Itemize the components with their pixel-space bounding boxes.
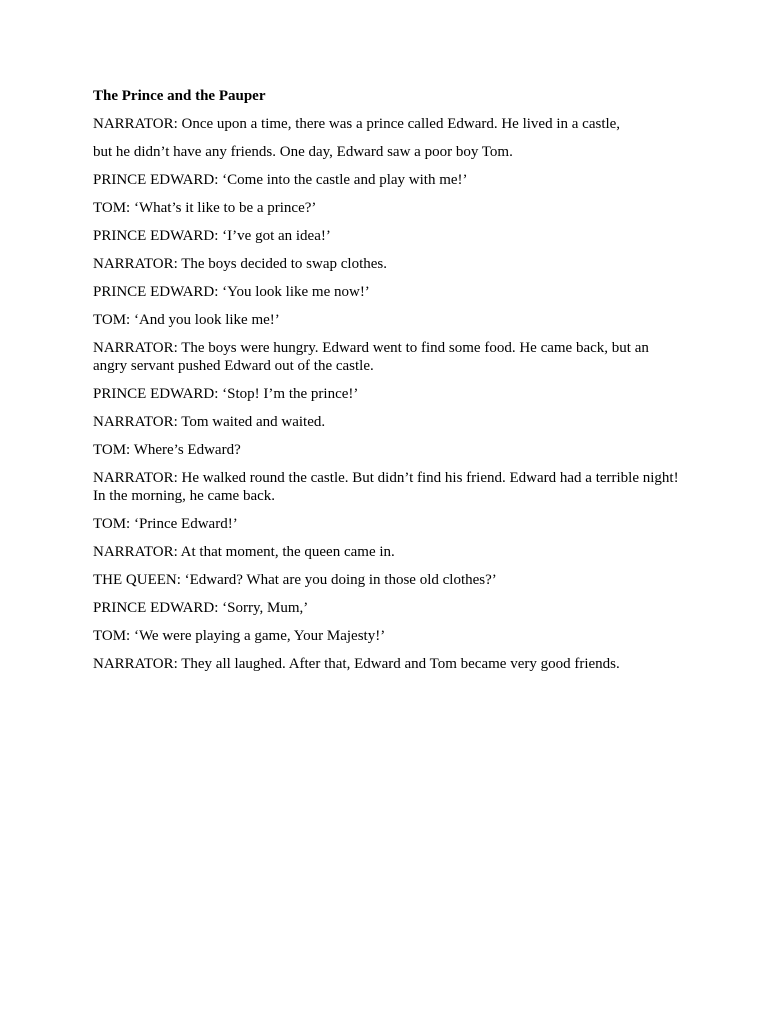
paragraph: PRINCE EDWARD: ‘I’ve got an idea!’ [93, 228, 331, 244]
paragraph: NARRATOR: Tom waited and waited. [93, 414, 326, 430]
paragraph: but he didn’t have any friends. One day, Edward saw a poor boy Tom. [93, 144, 513, 160]
paragraph: NARRATOR: At that moment, the queen came in. [93, 544, 395, 560]
paragraph: TOM: ‘And you look like me!’ [93, 312, 280, 328]
paragraph: THE QUEEN: ‘Edward? What are you doing in those old clothes?’ [93, 572, 497, 588]
paragraph: TOM: ‘What’s it like to be a prince?’ [93, 200, 317, 216]
document-title: The Prince and the Pauper [93, 88, 266, 104]
paragraph: PRINCE EDWARD: ‘You look like me now!’ [93, 284, 370, 300]
document-body [93, 87, 683, 683]
paragraph: PRINCE EDWARD: ‘Stop! I’m the prince!’ [93, 386, 359, 402]
paragraph: PRINCE EDWARD: ‘Come into the castle and play with me!’ [93, 172, 468, 188]
paragraph: PRINCE EDWARD: ‘Sorry, Mum,’ [93, 600, 309, 616]
paragraph: NARRATOR: They all laughed. After that, Edward and Tom became very good friends. [93, 656, 620, 672]
paragraph: NARRATOR: The boys decided to swap clothes. [93, 256, 388, 272]
paragraph: NARRATOR: Once upon a time, there was a prince called Edward. He lived in a castle, [93, 116, 621, 132]
paragraph: NARRATOR: He walked round the castle. But didn’t find his friend. Edward had a terrible night! In the morning, he came back. [93, 470, 679, 504]
paragraph: NARRATOR: The boys were hungry. Edward went to find some food. He came back, but an angry servant pushed Edward out of the castle. [93, 340, 649, 374]
paragraph: TOM: ‘Prince Edward!’ [93, 516, 238, 532]
paragraph: TOM: Where’s Edward? [93, 442, 241, 458]
paragraph: TOM: ‘We were playing a game, Your Majesty!’ [93, 628, 386, 644]
